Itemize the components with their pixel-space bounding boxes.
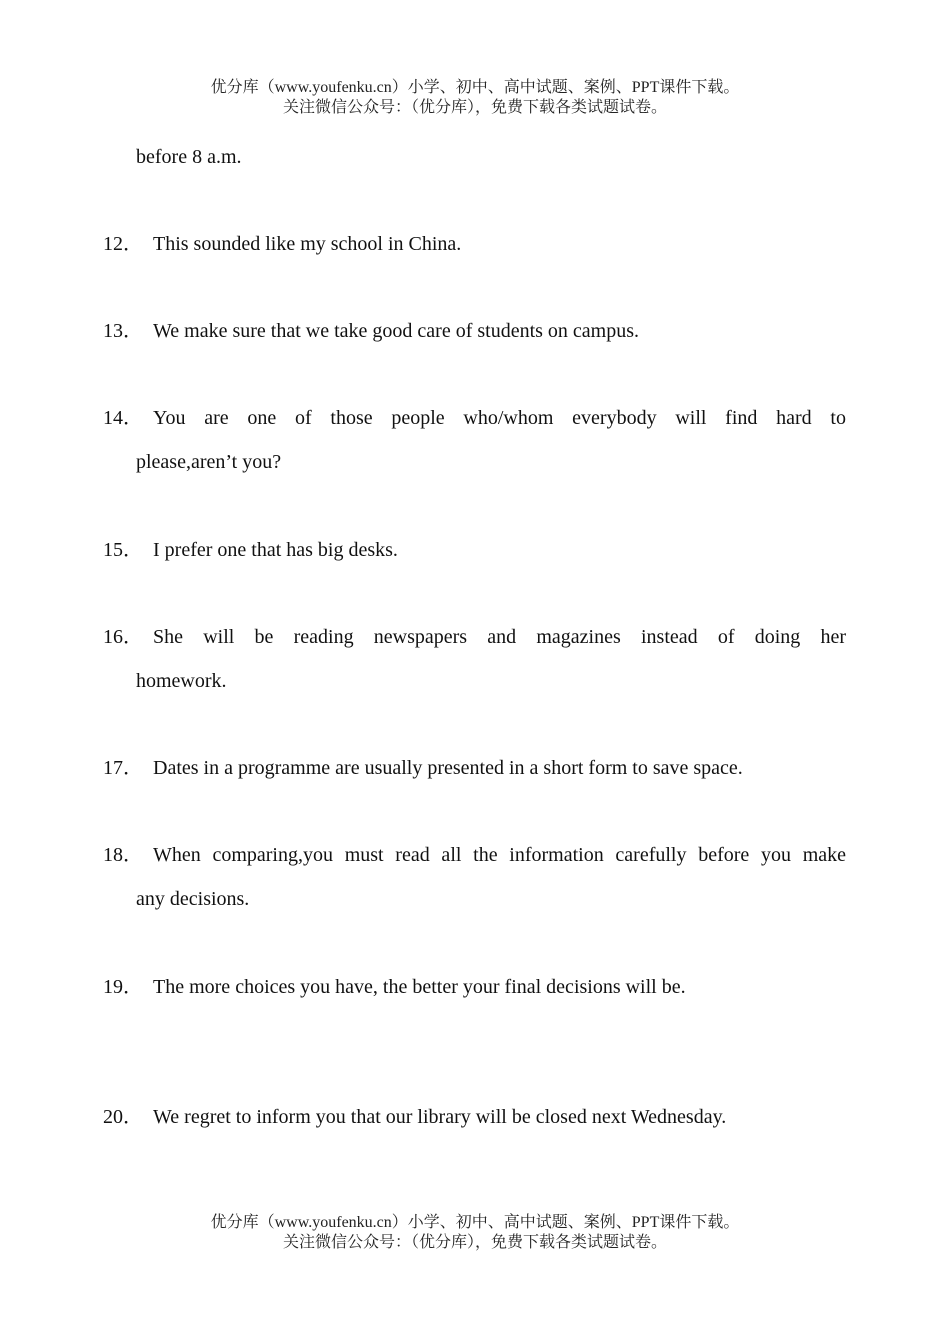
answer-number: 17． xyxy=(103,757,143,779)
answer-text-continued: please,aren’t you? xyxy=(136,451,282,473)
answer-text: She will be reading newspapers and magazines instead of doing her xyxy=(153,626,846,648)
answer-item xyxy=(103,623,846,695)
answer-item xyxy=(103,536,846,564)
answer-text: The more choices you have, the better your final decisions will be. xyxy=(153,976,686,998)
answer-number: 14． xyxy=(103,407,143,429)
answer-number: 13． xyxy=(103,320,143,342)
page-footer xyxy=(0,1213,950,1253)
answer-text: You are one of those people who/whom everybody will find hard to xyxy=(153,407,846,429)
header-line-2: 关注微信公众号：（优分库），免费下载各类试题试卷。 xyxy=(282,99,667,116)
page-header xyxy=(0,78,950,118)
footer-line-1: 优分库（www.youfenku.cn）小学、初中、高中试题、案例、PPT课件下载。 xyxy=(210,1214,740,1231)
answer-text: I prefer one that has big desks. xyxy=(153,539,398,561)
answer-item xyxy=(103,404,846,476)
answer-item xyxy=(103,754,846,782)
answer-number: 15． xyxy=(103,539,143,561)
answer-item xyxy=(103,317,846,345)
answer-text: Dates in a programme are usually presented in a short form to save space. xyxy=(153,757,743,779)
answer-number: 20． xyxy=(103,1106,143,1128)
footer-line-2: 关注微信公众号：（优分库），免费下载各类试题试卷。 xyxy=(282,1234,667,1251)
answer-item xyxy=(103,1103,846,1131)
answer-item xyxy=(103,973,846,1001)
answer-text: We make sure that we take good care of students on campus. xyxy=(153,320,640,342)
answer-text: We regret to inform you that our library will be closed next Wednesday. xyxy=(153,1106,727,1128)
answer-text-continued: homework. xyxy=(136,670,227,692)
answer-number: 12． xyxy=(103,233,143,255)
answer-number: 16． xyxy=(103,626,143,648)
answer-item xyxy=(103,841,846,913)
answer-number: 19． xyxy=(103,976,143,998)
answer-item xyxy=(103,230,846,258)
answer-text: When comparing,you must read all the information carefully before you make xyxy=(153,844,846,866)
continuation-text: before 8 a.m. xyxy=(136,146,242,168)
answer-text-continued: any decisions. xyxy=(136,888,250,910)
answer-number: 18． xyxy=(103,844,143,866)
header-line-1: 优分库（www.youfenku.cn）小学、初中、高中试题、案例、PPT课件下载。 xyxy=(210,79,740,96)
answer-text: This sounded like my school in China. xyxy=(153,233,462,255)
